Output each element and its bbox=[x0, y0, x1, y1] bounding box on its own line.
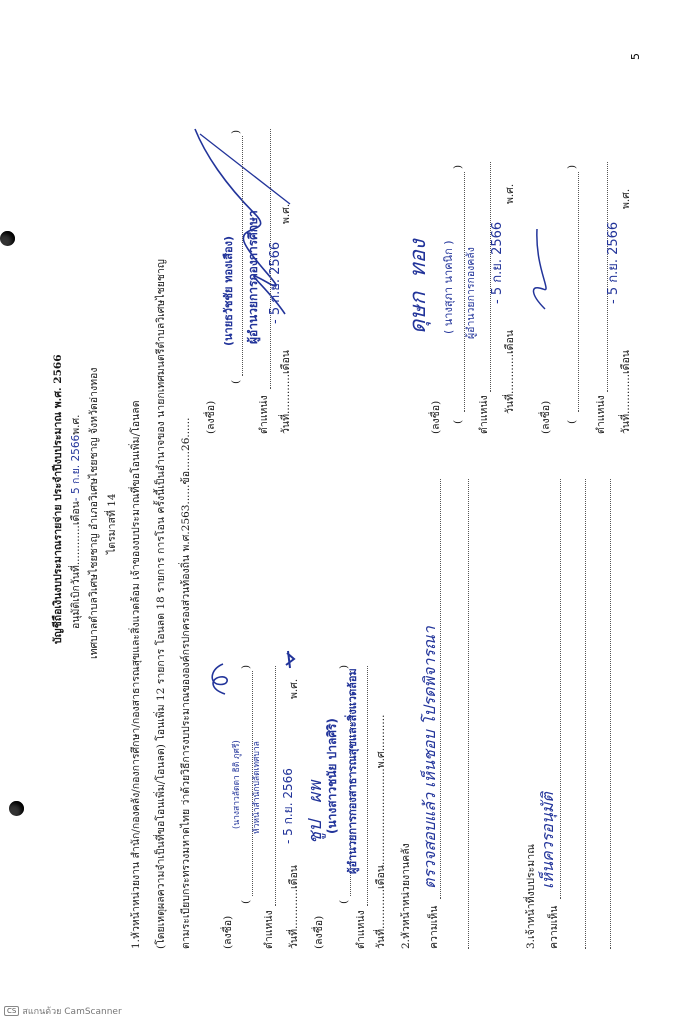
paren-close-d: ) bbox=[452, 164, 464, 169]
signer-b-position: ผู้อำนวยการกองสาธารณสุขและสิ่งแวดล้อม bbox=[346, 668, 359, 874]
signature-a bbox=[205, 659, 235, 699]
signer-d-position: ผู้อำนวยการกองคลัง bbox=[465, 247, 477, 339]
signature-e bbox=[525, 224, 555, 314]
paren-close-e: ) bbox=[566, 164, 578, 169]
signer-a-date: - 5 ก.ย. 2566 bbox=[281, 768, 295, 844]
sign-label-e: (ลงชื่อ) bbox=[540, 400, 552, 434]
section2-title: 2.หัวหน้าหน่วยงานคลัง bbox=[400, 843, 412, 949]
municipality-line: เทศบาลตำบลวิเศษไชยชาญ อำเภอวิเศษไชยชาญ จังหวัดอ่างทอง bbox=[88, 367, 100, 659]
camscanner-watermark bbox=[4, 1004, 122, 1018]
year-label-e: พ.ศ. bbox=[620, 188, 632, 209]
signature-b: ชูป ผพ bbox=[305, 780, 326, 844]
signer-a-name: (นางสาวลัดดา ธิติ ภูศรี) bbox=[232, 740, 242, 829]
paren-close-a: ) bbox=[240, 664, 252, 669]
date-label-e: วันที่............เดือน bbox=[620, 350, 632, 434]
signer-e-date: - 5 ก.ย. 2566 bbox=[606, 221, 621, 304]
paren-open-a: ( bbox=[240, 899, 252, 904]
section2-opinion: ตรวจสอบแล้ว เห็นชอบ โปรดพิจารณา bbox=[420, 626, 439, 889]
signer-c-date: - 5 ก.ย. 2566 bbox=[268, 241, 283, 324]
camscanner-label: สแกนด้วย CamScanner bbox=[22, 1007, 122, 1017]
paren-open-e: ( bbox=[566, 419, 578, 424]
binder-hole-left bbox=[9, 801, 24, 816]
section2-opinion-label: ความเห็น bbox=[428, 905, 440, 949]
signer-d-name: ( นางสุภา นาคนิก ) bbox=[442, 240, 455, 334]
section3-opinion-label: ความเห็น bbox=[548, 905, 560, 949]
date-label-c: วันที่............เดือน bbox=[280, 350, 292, 434]
section1-line1: 1.หัวหน้าหน่วยงาน สำนัก/กองคลัง/กองการศึกษา/กองสาธารณสุขและสิ่งแวดล้อม เจ้าของงบประมาณที่ขอโอนเพิ่ม/โอนลด bbox=[130, 400, 142, 949]
sign-label-c: (ลงชื่อ) bbox=[205, 400, 217, 434]
date-label-a: วันที่............เดือน bbox=[288, 865, 300, 949]
position-label-e: ตำแหน่ง bbox=[595, 395, 607, 434]
section3-title: 3.เจ้าหน้าที่งบประมาณ bbox=[525, 844, 537, 949]
paren-close-b: ) bbox=[338, 664, 350, 669]
sign-label-b: (ลงชื่อ) bbox=[313, 915, 325, 949]
signer-d-date: - 5 ก.ย. 2566 bbox=[490, 221, 505, 304]
approval-date-label: อนุมัติเบิกวันที่............เดือน- 5 ก.ย. 2566พ.ศ. bbox=[70, 414, 82, 629]
stamp-mark-a bbox=[282, 649, 298, 669]
section3-opinion: เห็นควรอนุมัติ bbox=[538, 792, 557, 889]
position-label-a: ตำแหน่ง bbox=[263, 910, 275, 949]
paren-open-d: ( bbox=[452, 419, 464, 424]
year-label-c: พ.ศ. bbox=[280, 203, 292, 224]
position-label-b: ตำแหน่ง bbox=[355, 910, 367, 949]
date-label-d: วันที่............เดือน bbox=[504, 330, 516, 414]
year-label-a: พ.ศ. bbox=[288, 678, 300, 699]
signer-b-name: (นางสาวชนัย ปาลศิริ) bbox=[325, 718, 339, 834]
section1-line2: (โดยเหตุผลความจำเป็นที่ขอโอนเพิ่ม/โอนลด) โอนเพิ่ม 12 รายการ โอนลด 18 รายการ การโอน ครั้งนี้เป็นอำนาจของ นายกเทศมนตรีตำบลวิเศษไชยชาญ bbox=[155, 259, 167, 949]
binder-hole-right bbox=[0, 231, 15, 246]
header-title: บัญชีถือเงินงบประมาณรายจ่าย ประจำปีงบประมาณ พ.ศ. 2566 bbox=[52, 354, 64, 644]
date-label-b: วันที่............เดือน.............................พ.ศ........... bbox=[375, 714, 387, 949]
sign-label-d: (ลงชื่อ) bbox=[430, 400, 442, 434]
paren-open-b: ( bbox=[338, 899, 350, 904]
year-label-d: พ.ศ. bbox=[504, 183, 516, 204]
paren-open-c: ( bbox=[230, 379, 242, 384]
position-label-d: ตำแหน่ง bbox=[478, 395, 490, 434]
quarter-line: ไตรมาสที่ 14 bbox=[106, 493, 118, 554]
signer-c-position: ผู้อำนวยการกองการศึกษา bbox=[246, 210, 260, 344]
position-label-c: ตำแหน่ง bbox=[258, 395, 270, 434]
paren-close-c: ) bbox=[230, 129, 242, 134]
signature-d: ดุษก ทอง bbox=[406, 239, 431, 334]
sign-label-a: (ลงชื่อ) bbox=[222, 915, 234, 949]
page-number: 5 bbox=[629, 53, 642, 60]
signer-c-name: (นายธวัชชัย ทองเสือง) bbox=[222, 236, 235, 346]
section1-line3: ตามระเบียบกระทรวงมหาดไทย ว่าด้วยวิธีการงบประมาณขององค์กรปกครองส่วนท้องถิ่น พ.ศ.2563......ข้อ......26...... bbox=[180, 417, 192, 949]
camscanner-logo-icon: CS bbox=[4, 1006, 19, 1016]
signer-a-position: หัวหน้าสำนักปลัดเทศบาล bbox=[252, 741, 262, 834]
